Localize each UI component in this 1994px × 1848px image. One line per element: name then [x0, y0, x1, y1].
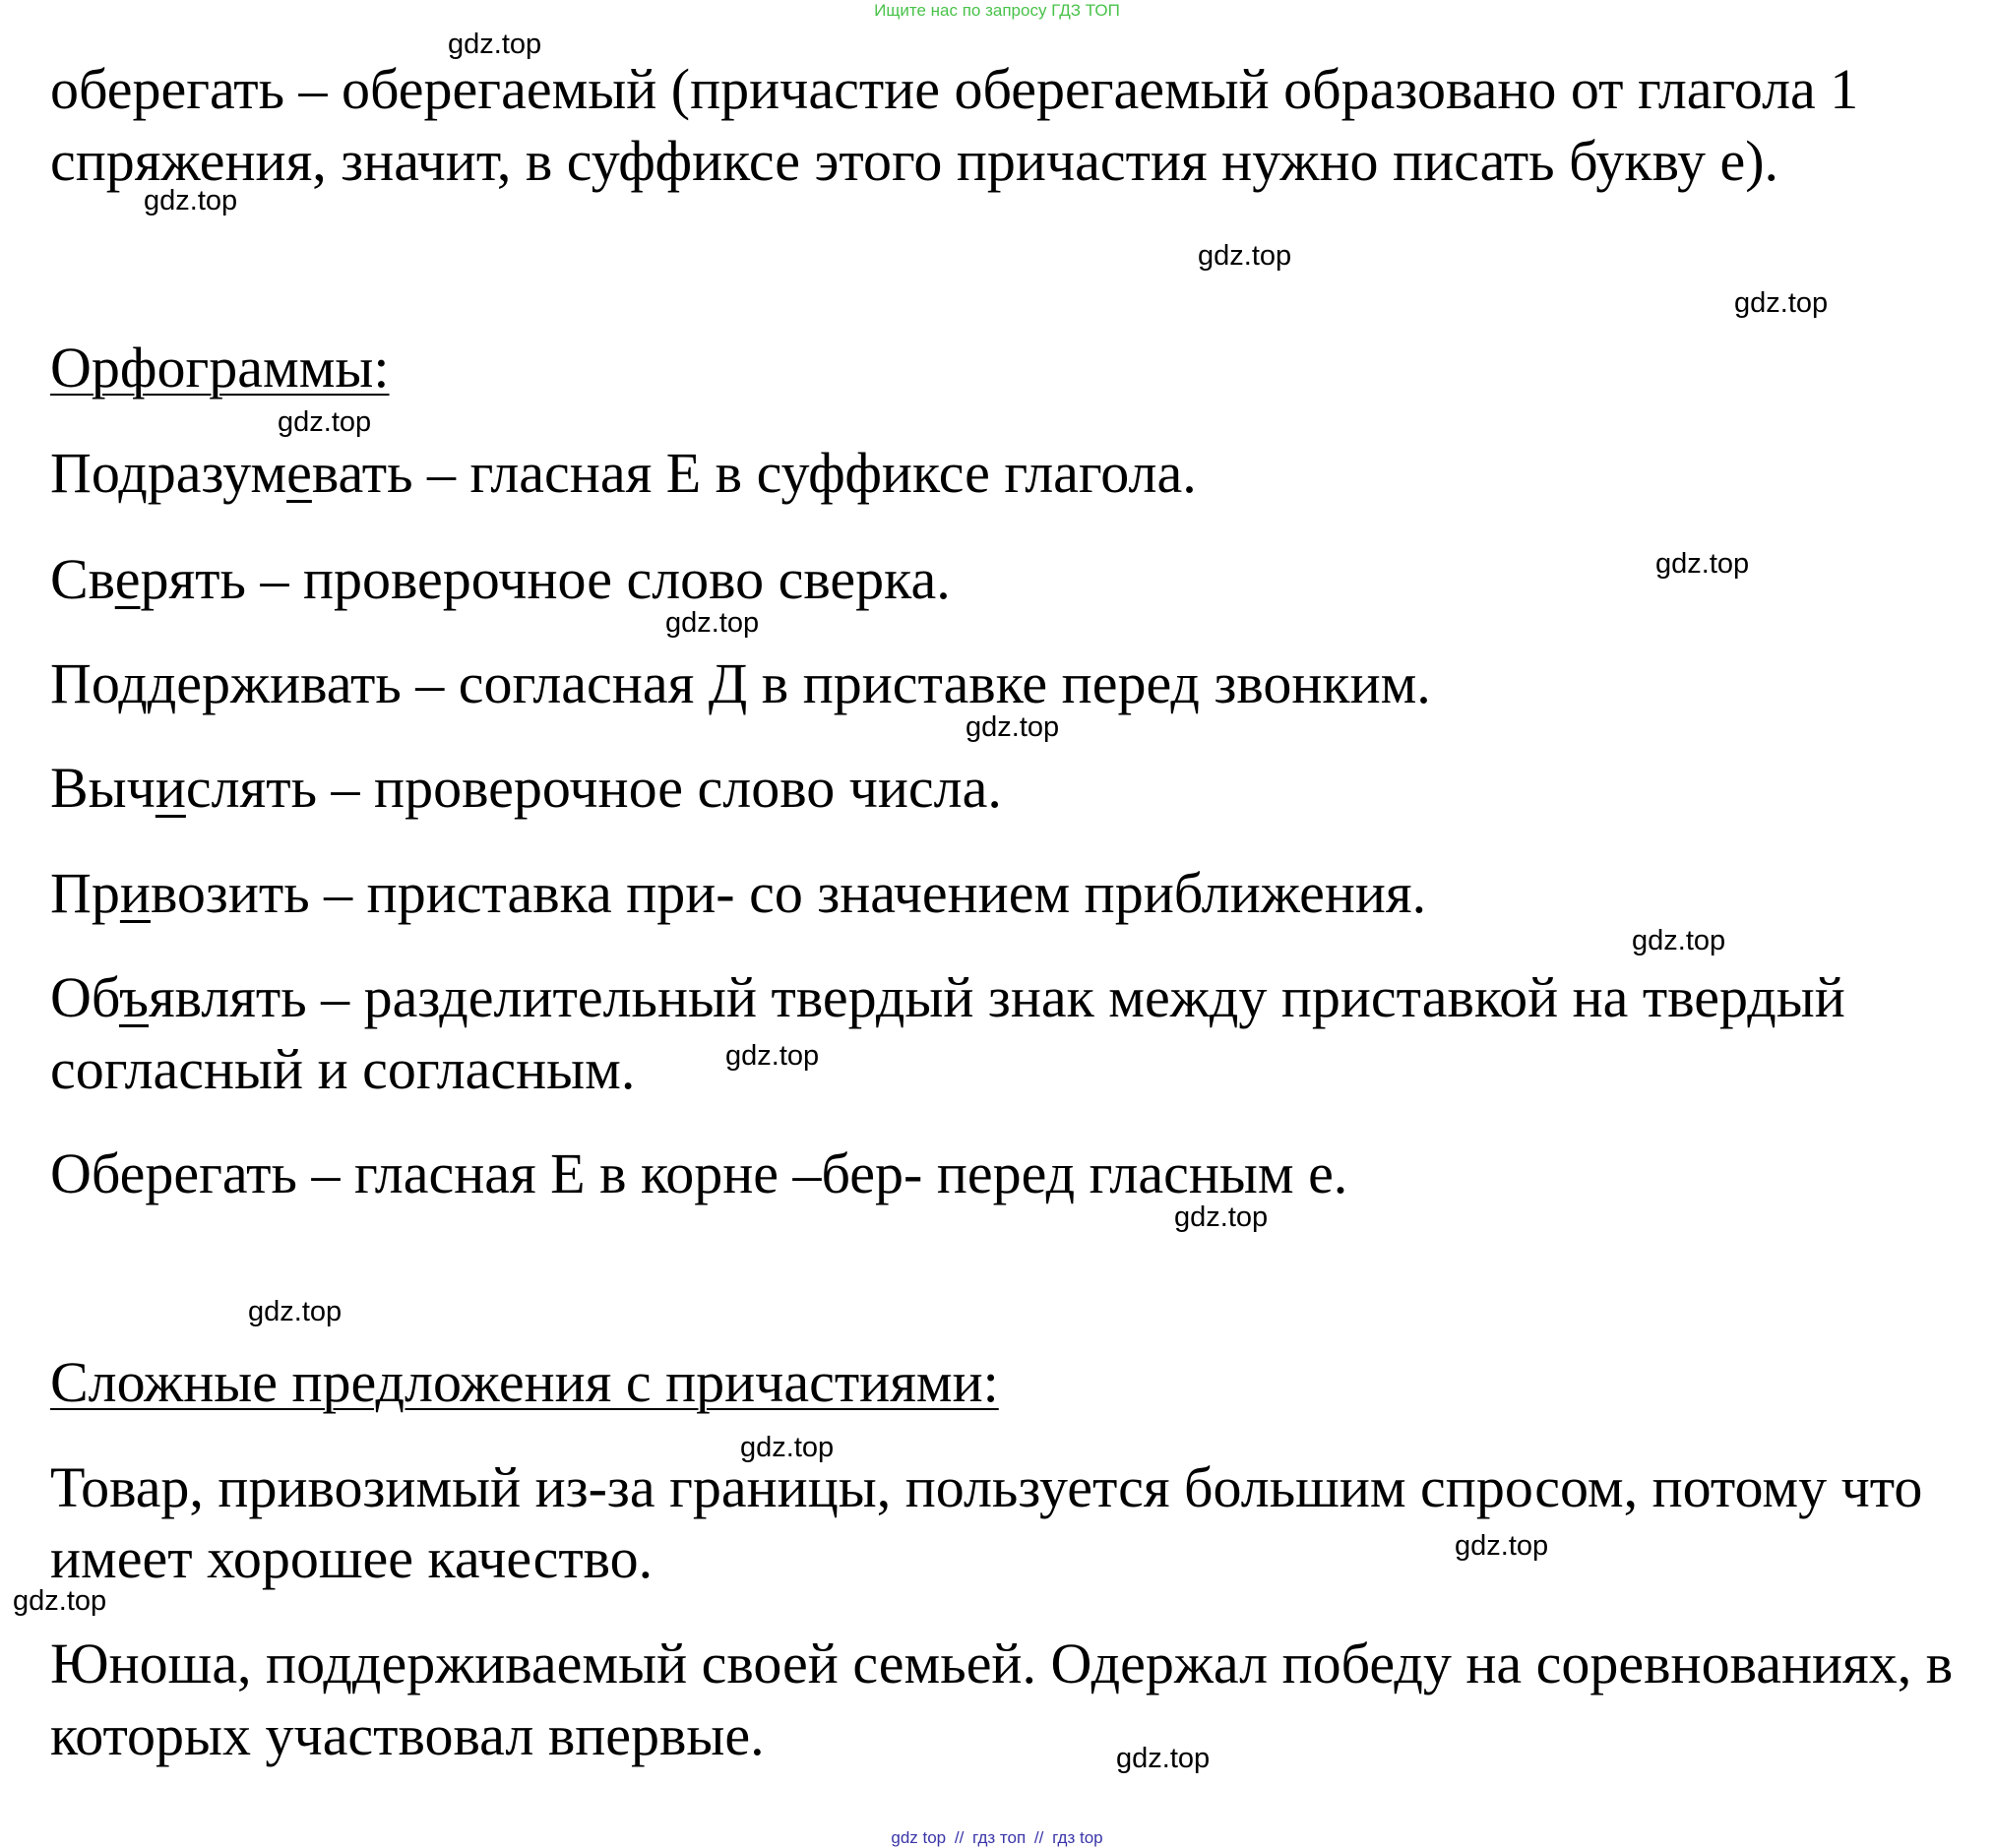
watermark: gdz.top [1455, 1530, 1549, 1562]
orthogram-item: Поддерживать – согласная Д в приставке перед звонким. [50, 651, 1431, 715]
watermark: gdz.top [1734, 287, 1829, 319]
sentence-line-1: Товар, привозимый из-за границы, пользуется большим спросом, потому что [50, 1455, 1923, 1519]
orthogram-item: Оберегать – гласная Е в корне –бер- перед гласным е. [50, 1141, 1348, 1205]
watermark: gdz.top [740, 1432, 835, 1463]
watermark: gdz.top [1198, 240, 1292, 272]
watermark: gdz.top [966, 711, 1060, 743]
watermark: gdz.top [1116, 1743, 1211, 1774]
sentence-line-2: которых участвовал впервые. [50, 1703, 765, 1767]
orthogram-item: Объявлять – разделительный твердый знак между приставкой на твердый [50, 965, 1845, 1029]
orthogram-item-continuation: согласный и согласным. [50, 1037, 636, 1101]
orthogram-highlight: дд [118, 651, 177, 715]
footer-watermark: gdz top // гдз топ // гдз top [891, 1828, 1103, 1847]
orthogram-highlight: и [155, 756, 186, 820]
orthogram-item: Привозить – приставка при- со значением приближения. [50, 861, 1427, 925]
watermark: gdz.top [725, 1040, 820, 1072]
intro-line-2: спряжения, значит, в суффиксе этого причастия нужно писать букву е). [50, 129, 1779, 193]
search-banner: Ищите нас по запросу ГДЗ ТОП [874, 1, 1120, 20]
orthogram-highlight: е [114, 547, 141, 611]
watermark: gdz.top [1632, 925, 1726, 956]
orthogram-item: Сверять – проверочное слово сверка. [50, 547, 951, 611]
orthogram-highlight: и [119, 861, 151, 925]
orthogram-highlight: ъ [118, 965, 149, 1029]
watermark: gdz.top [248, 1296, 343, 1327]
orthograms-heading: Орфограммы: [50, 336, 390, 400]
intro-line-1: оберегать – оберегаемый (причастие оберегаемый образовано от глагола 1 [50, 57, 1859, 121]
orthogram-item: Подразумевать – гласная Е в суффиксе глагола. [50, 441, 1197, 505]
watermark: gdz.top [448, 29, 542, 60]
orthogram-item: Вычислять – проверочное слово числа. [50, 756, 1002, 820]
watermark: gdz.top [13, 1585, 107, 1617]
watermark: gdz.top [1174, 1201, 1269, 1233]
sentence-line-2: имеет хорошее качество. [50, 1526, 654, 1590]
sentence-line-1: Юноша, поддерживаемый своей семьей. Одержал победу на соревнованиях, в [50, 1632, 1954, 1695]
watermark: gdz.top [665, 607, 760, 639]
watermark: gdz.top [278, 406, 372, 438]
sentences-heading: Сложные предложения с причастиями: [50, 1350, 999, 1414]
orthogram-highlight: е [286, 441, 312, 505]
watermark: gdz.top [144, 185, 238, 216]
watermark: gdz.top [1655, 548, 1750, 580]
